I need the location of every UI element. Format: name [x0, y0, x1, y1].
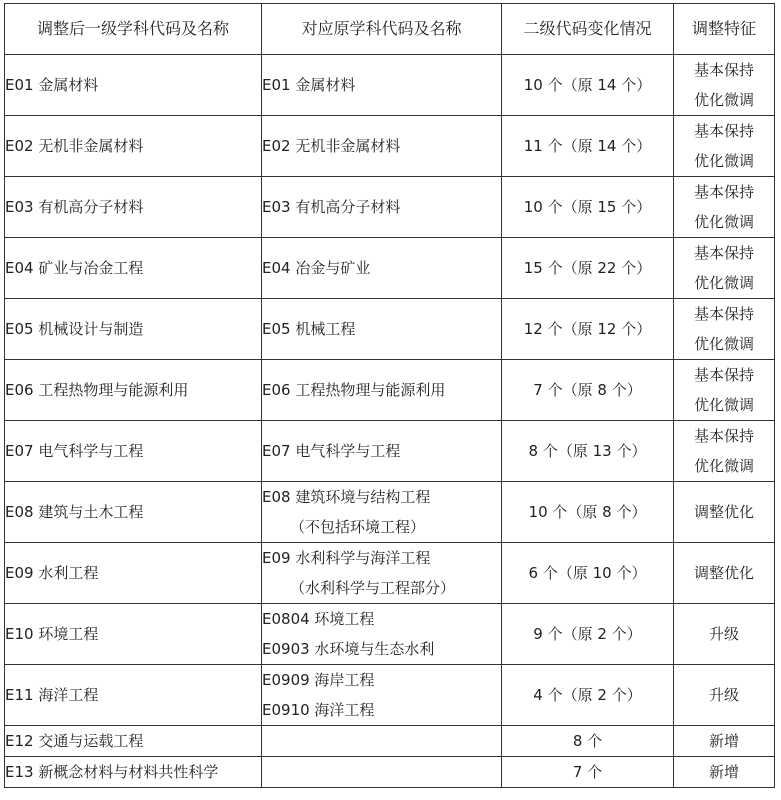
feature-line: 优化微调 — [693, 213, 754, 231]
table-row — [5, 55, 775, 116]
table-row — [5, 299, 775, 360]
code-change-cell: 10 个（原 8 个） — [502, 482, 674, 543]
feature-cell — [674, 55, 775, 116]
adjusted-discipline-cell: E10 环境工程 — [5, 604, 262, 665]
feature-line: 升级 — [708, 686, 739, 704]
adjusted-discipline-cell: E05 机械设计与制造 — [5, 299, 262, 360]
adjusted-discipline-cell: E11 海洋工程 — [5, 665, 262, 726]
feature-cell — [674, 757, 775, 788]
adjusted-discipline-cell: E12 交通与运载工程 — [5, 726, 262, 757]
header-row — [5, 4, 775, 55]
feature-cell — [674, 360, 775, 421]
feature-line: 基本保持 — [693, 61, 754, 79]
table-row — [5, 665, 775, 726]
original-discipline-cell — [262, 482, 502, 543]
feature-line: 基本保持 — [693, 122, 754, 140]
original-discipline-line: E03 有机高分子材料 — [262, 198, 401, 216]
original-discipline-cell — [262, 55, 502, 116]
feature-cell — [674, 726, 775, 757]
code-change-cell: 8 个 — [502, 726, 674, 757]
adjusted-discipline-cell: E09 水利工程 — [5, 543, 262, 604]
feature-line: 优化微调 — [693, 396, 754, 414]
table-row — [5, 238, 775, 299]
table-row — [5, 177, 775, 238]
feature-line: 基本保持 — [693, 244, 754, 262]
feature-line: 调整优化 — [693, 503, 754, 521]
discipline-adjustment-table — [4, 3, 775, 788]
adjusted-discipline-cell: E01 金属材料 — [5, 55, 262, 116]
table-row — [5, 421, 775, 482]
original-discipline-line: E0903 水环境与生态水利 — [262, 640, 435, 658]
header-original-discipline: 对应原学科代码及名称 — [262, 4, 502, 55]
code-change-cell: 6 个（原 10 个） — [502, 543, 674, 604]
original-discipline-cell — [262, 177, 502, 238]
feature-line: 新增 — [708, 763, 739, 781]
adjusted-discipline-cell: E07 电气科学与工程 — [5, 421, 262, 482]
feature-cell — [674, 482, 775, 543]
table-row — [5, 482, 775, 543]
original-discipline-line: E0804 环境工程 — [262, 610, 375, 628]
original-discipline-cell — [262, 421, 502, 482]
original-discipline-cell — [262, 299, 502, 360]
original-discipline-line: （不包括环境工程） — [290, 518, 426, 536]
original-discipline-line: E01 金属材料 — [262, 76, 356, 94]
feature-cell — [674, 238, 775, 299]
feature-line: 优化微调 — [693, 91, 754, 109]
original-discipline-line: E0909 海岸工程 — [262, 671, 375, 689]
table-row — [5, 543, 775, 604]
adjusted-discipline-cell: E03 有机高分子材料 — [5, 177, 262, 238]
original-discipline-cell — [262, 757, 502, 788]
table-row — [5, 757, 775, 788]
code-change-cell: 11 个（原 14 个） — [502, 116, 674, 177]
feature-line: 基本保持 — [693, 305, 754, 323]
feature-cell — [674, 543, 775, 604]
original-discipline-line: E02 无机非金属材料 — [262, 137, 401, 155]
adjusted-discipline-cell: E06 工程热物理与能源利用 — [5, 360, 262, 421]
adjusted-discipline-cell: E13 新概念材料与材料共性科学 — [5, 757, 262, 788]
original-discipline-line: E07 电气科学与工程 — [262, 442, 401, 460]
code-change-cell: 7 个 — [502, 757, 674, 788]
table-row — [5, 116, 775, 177]
feature-line: 优化微调 — [693, 335, 754, 353]
code-change-cell: 15 个（原 22 个） — [502, 238, 674, 299]
original-discipline-cell — [262, 726, 502, 757]
feature-cell — [674, 604, 775, 665]
header-code-change: 二级代码变化情况 — [502, 4, 674, 55]
feature-line: 调整优化 — [693, 564, 754, 582]
feature-line: 优化微调 — [693, 152, 754, 170]
original-discipline-cell — [262, 665, 502, 726]
code-change-cell: 10 个（原 15 个） — [502, 177, 674, 238]
original-discipline-cell — [262, 604, 502, 665]
code-change-cell: 7 个（原 8 个） — [502, 360, 674, 421]
header-feature: 调整特征 — [674, 4, 775, 55]
feature-line: 优化微调 — [693, 274, 754, 292]
adjusted-discipline-cell: E02 无机非金属材料 — [5, 116, 262, 177]
adjusted-discipline-cell: E04 矿业与冶金工程 — [5, 238, 262, 299]
feature-line: 优化微调 — [693, 457, 754, 475]
feature-cell — [674, 665, 775, 726]
table-row — [5, 360, 775, 421]
code-change-cell: 10 个（原 14 个） — [502, 55, 674, 116]
original-discipline-line: E09 水利科学与海洋工程 — [262, 549, 431, 567]
original-discipline-line: E05 机械工程 — [262, 320, 356, 338]
adjusted-discipline-cell: E08 建筑与土木工程 — [5, 482, 262, 543]
code-change-cell: 8 个（原 13 个） — [502, 421, 674, 482]
feature-line: 基本保持 — [693, 366, 754, 384]
original-discipline-cell — [262, 543, 502, 604]
original-discipline-line: E0910 海洋工程 — [262, 701, 375, 719]
feature-cell — [674, 177, 775, 238]
table-row — [5, 726, 775, 757]
original-discipline-line: （水利科学与工程部分） — [290, 579, 456, 597]
feature-cell — [674, 116, 775, 177]
original-discipline-cell — [262, 360, 502, 421]
code-change-cell: 4 个（原 2 个） — [502, 665, 674, 726]
header-adjusted-discipline: 调整后一级学科代码及名称 — [5, 4, 262, 55]
feature-cell — [674, 299, 775, 360]
feature-line: 基本保持 — [693, 427, 754, 445]
feature-line: 新增 — [708, 732, 739, 750]
code-change-cell: 9 个（原 2 个） — [502, 604, 674, 665]
table-row — [5, 604, 775, 665]
feature-line: 基本保持 — [693, 183, 754, 201]
original-discipline-line: E04 冶金与矿业 — [262, 259, 371, 277]
code-change-cell: 12 个（原 12 个） — [502, 299, 674, 360]
original-discipline-cell — [262, 116, 502, 177]
feature-line: 升级 — [708, 625, 739, 643]
feature-cell — [674, 421, 775, 482]
original-discipline-cell — [262, 238, 502, 299]
original-discipline-line: E06 工程热物理与能源利用 — [262, 381, 446, 399]
original-discipline-line: E08 建筑环境与结构工程 — [262, 488, 431, 506]
